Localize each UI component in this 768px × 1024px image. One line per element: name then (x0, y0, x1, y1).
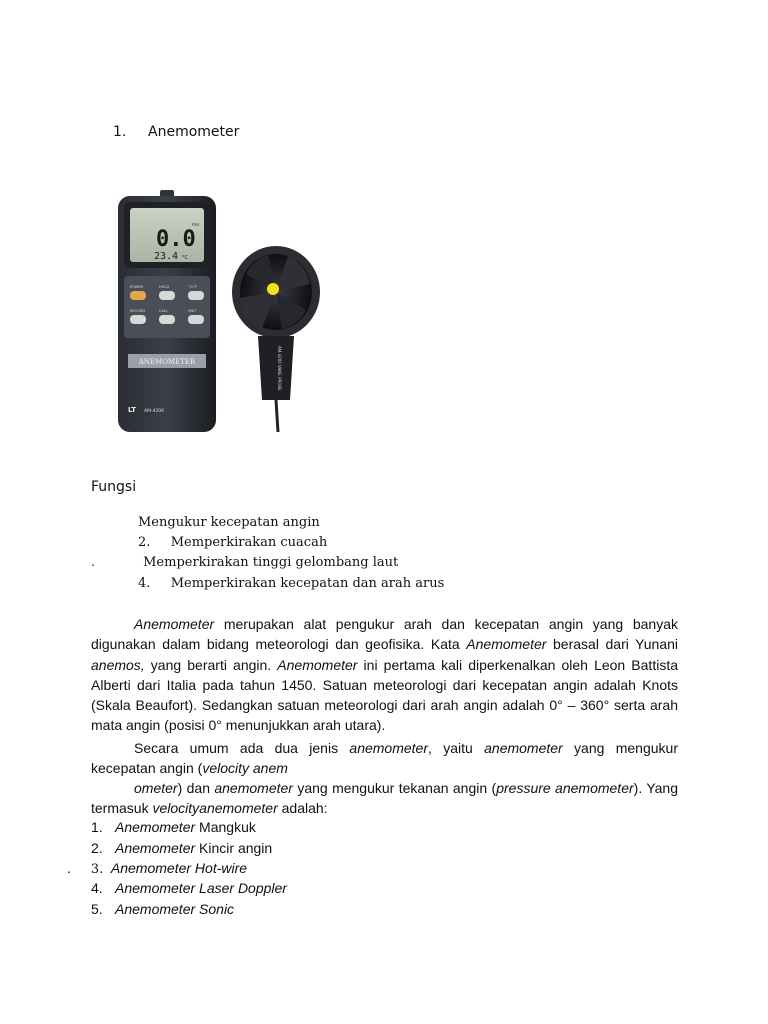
call-button (159, 315, 175, 324)
type-item-3-term: Anemometer Hot-wire (110, 860, 248, 876)
button-panel (124, 276, 210, 338)
brand-text: LT (128, 406, 137, 414)
paragraph-definition (91, 614, 678, 736)
type-item-1-term: Anemometer (115, 819, 196, 835)
p1-text-a: merupakan alat pengukur arah dan kecepatan angin yang banyak digunakan dalam bidang meteorologi dan geofisika. Kata (91, 616, 678, 653)
fungsi-item-4-marker: 4. (138, 576, 151, 591)
p2-term-ometer: ometer (134, 780, 178, 796)
nameplate (128, 354, 206, 368)
fungsi-item-3-marker: . (91, 555, 95, 569)
type-item-3-marker: 3. (90, 862, 104, 877)
p2-text-c: yang mengukur kecepatan angin ( (91, 740, 678, 777)
lcd-sub-value: 23.4 (154, 251, 179, 262)
type-item-4-term: Anemometer Laser Doppler (115, 880, 287, 896)
unit-label: UNIT (188, 309, 197, 313)
power-label: POWER (130, 285, 143, 289)
heading-title: Anemometer (148, 124, 240, 140)
lcd-screen (130, 208, 204, 262)
p2-text-a: Secara umum ada dua jenis (134, 740, 350, 756)
fungsi-item-4 (138, 576, 444, 591)
p1-term-anemos: anemos, (91, 656, 145, 673)
fungsi-item-1-text: Mengukur kecepatan angin (138, 515, 320, 530)
p1-term-anemometer-3: Anemometer (277, 656, 358, 673)
type-item-5 (91, 901, 234, 917)
power-button (130, 291, 146, 300)
lcd-unit: m/s (192, 222, 200, 227)
call-label: CALL (159, 309, 168, 313)
p2-text-d: ) dan (177, 780, 215, 796)
vane-hub (267, 283, 279, 295)
record-label: RECORD (130, 309, 145, 313)
p1-text-b: berasal dari Yunani (546, 636, 678, 653)
fungsi-heading: Fungsi (91, 479, 137, 495)
type-item-2-term: Anemometer (115, 840, 196, 856)
p2-term-1: anemometer (349, 740, 428, 756)
heading-number: 1. (113, 124, 127, 140)
type-item-1 (91, 819, 256, 835)
fungsi-item-3 (91, 555, 398, 570)
p1-text-c: yang berarti angin. (144, 656, 278, 673)
fungsi-item-3-text: Memperkirakan tinggi gelombang laut (143, 555, 399, 570)
type-item-3 (67, 860, 247, 877)
p2-term-2: anemometer (484, 740, 563, 756)
record-button (130, 315, 146, 324)
unit-button (188, 315, 204, 324)
lcd-sub-unit: °C (182, 255, 188, 261)
fungsi-item-2 (138, 535, 327, 550)
type-item-1-marker: 1. (91, 819, 103, 835)
p1-text-d: ini pertama kali diperkenalkan oleh Leon Battista Alberti dari Italia pada tahun 1450. Satuan meteorologi dari kecepatan angin adalah Knots (Skala Beaufort). Sedangkan satuan meteorologi dari arah angin adalah 0° – 360° serta arah mata angin (posisi 0° menunjukkan arah utara). (91, 656, 678, 734)
paragraph-types-line2 (91, 778, 678, 819)
type-item-4-marker: 4. (91, 880, 103, 896)
p2-text-b: , yaitu (428, 740, 485, 756)
type-item-1-rest: Mangkuk (195, 819, 256, 835)
vane-label: AM-4206 VANE PROBE (277, 346, 282, 391)
fungsi-item-2-text: Memperkirakan cuacah (170, 535, 328, 550)
p2-term-velocity: velocityanemometer (152, 800, 278, 817)
fungsi-item-1 (138, 515, 320, 530)
p1-term-anemometer: Anemometer (134, 616, 215, 632)
model-text: AM-4206 (144, 409, 165, 414)
temp-button (188, 291, 204, 300)
hold-button (159, 291, 175, 300)
type-item-5-marker: 5. (91, 901, 103, 917)
type-item-2 (91, 840, 272, 856)
fungsi-item-4-text: Memperkirakan kecepatan dan arah arus (170, 576, 445, 591)
lcd-main-value: 0.0 (156, 227, 196, 252)
p2-term-3: anemometer (214, 780, 293, 796)
p2-text-f: ). Yang termasuk (91, 780, 678, 817)
p2-text-e: yang mengukur tekanan angin ( (292, 780, 497, 796)
temp-label: °C/°F (188, 285, 198, 289)
p2-text-g: adalah: (277, 800, 328, 817)
nameplate-text: ANEMOMETER (138, 358, 196, 366)
stray-dot: . (67, 860, 71, 876)
hold-label: HOLD (159, 285, 170, 289)
anemometer-photo (118, 188, 330, 436)
type-item-2-rest: Kincir angin (195, 840, 273, 856)
p2-term-velocity-anem: velocity anem (202, 760, 288, 777)
p2-term-pressure: pressure anemometer (496, 780, 634, 796)
type-item-5-term: Anemometer Sonic (115, 901, 235, 917)
vane-probe (232, 246, 320, 432)
fungsi-item-2-marker: 2. (138, 535, 151, 550)
p1-term-anemometer-2: Anemometer (466, 636, 547, 653)
paragraph-types-line1 (91, 738, 678, 779)
type-item-4 (91, 880, 287, 896)
type-item-2-marker: 2. (91, 840, 103, 856)
